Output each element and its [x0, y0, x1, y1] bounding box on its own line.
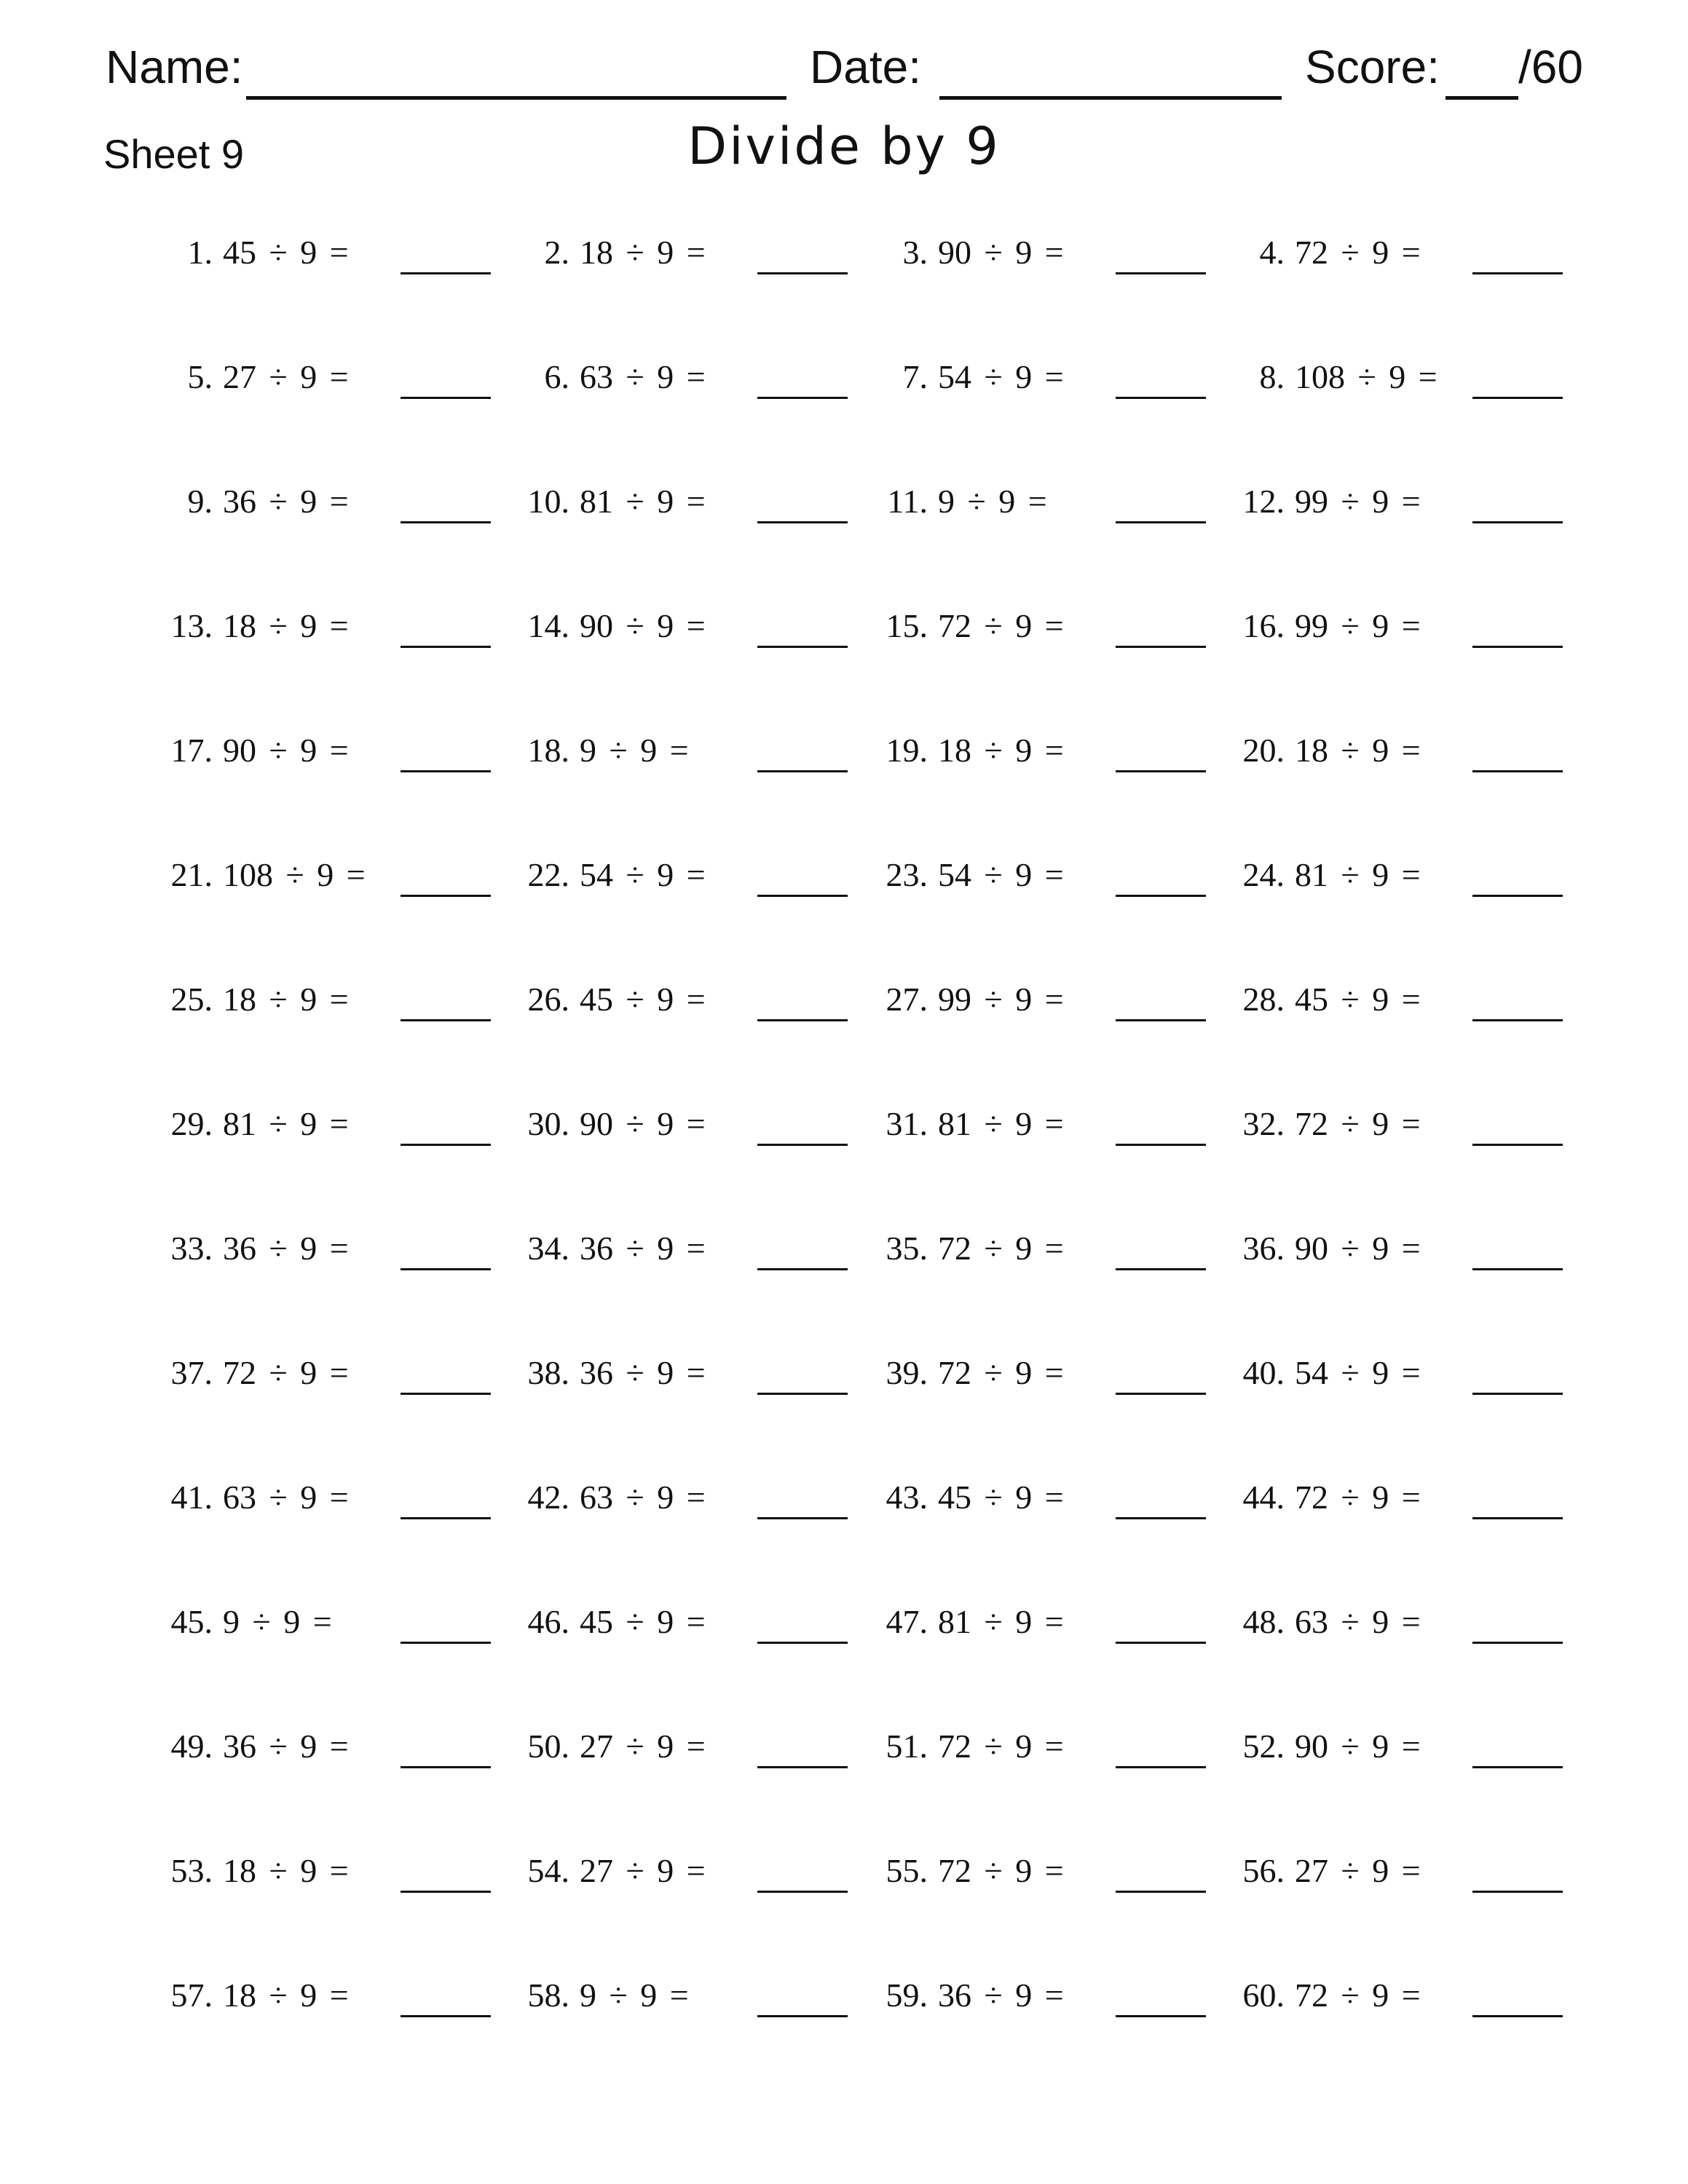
answer-blank[interactable]: [757, 521, 848, 523]
problem-expression: 9 ÷ 9 =: [223, 1603, 332, 1640]
answer-blank[interactable]: [1472, 1019, 1563, 1021]
problem-expression: 90 ÷ 9 =: [580, 607, 706, 644]
answer-blank[interactable]: [401, 1766, 491, 1768]
problem-item: [1242, 1844, 1567, 1895]
problem-item: [886, 848, 1210, 899]
problem-item: [527, 1097, 852, 1148]
problem-number: 24.: [1242, 856, 1285, 893]
problem-number: 58.: [527, 1977, 569, 2014]
problem-expression: 90 ÷ 9 =: [938, 234, 1064, 271]
problem-number: 11.: [887, 483, 928, 520]
problem-item: [527, 724, 852, 775]
problem-expression: 27 ÷ 9 =: [223, 358, 349, 395]
answer-blank[interactable]: [1116, 521, 1206, 523]
problem-item: [527, 1595, 852, 1646]
problem-item: [1254, 350, 1567, 401]
problem-number: 47.: [886, 1603, 928, 1640]
problem-expression: 27 ÷ 9 =: [580, 1852, 706, 1889]
problem-item: [897, 350, 1210, 401]
problem-expression: 72 ÷ 9 =: [223, 1354, 349, 1391]
problem-expression: 27 ÷ 9 =: [1295, 1852, 1421, 1889]
problem-expression: 9 ÷ 9 =: [938, 483, 1047, 520]
problem-item: [527, 1969, 852, 2019]
answer-blank[interactable]: [401, 1268, 491, 1270]
answer-blank[interactable]: [1472, 1393, 1563, 1395]
problem-expression: 18 ÷ 9 =: [1295, 732, 1421, 769]
answer-blank[interactable]: [401, 397, 491, 399]
problem-item: [1242, 599, 1567, 650]
problem-item: [886, 1222, 1210, 1273]
problem-expression: 99 ÷ 9 =: [1295, 607, 1421, 644]
answer-blank[interactable]: [757, 1393, 848, 1395]
problem-number: 54.: [527, 1852, 569, 1889]
problem-item: [1242, 1097, 1567, 1148]
problem-expression: 72 ÷ 9 =: [1295, 1105, 1421, 1142]
answer-blank[interactable]: [401, 521, 491, 523]
problem-item: [886, 1346, 1210, 1397]
problem-expression: 18 ÷ 9 =: [223, 1977, 349, 2014]
problem-item: [527, 848, 852, 899]
answer-blank[interactable]: [1116, 1393, 1206, 1395]
problem-number: 6.: [544, 358, 569, 395]
answer-blank[interactable]: [1116, 1268, 1206, 1270]
problem-item: [1242, 1969, 1567, 2019]
problem-item: [182, 226, 495, 277]
score-label: Score:: [1305, 41, 1440, 93]
problem-expression: 36 ÷ 9 =: [223, 1230, 349, 1267]
problem-expression: 18 ÷ 9 =: [223, 981, 349, 1018]
answer-blank[interactable]: [1116, 895, 1206, 897]
problem-item: [170, 1097, 495, 1148]
answer-blank[interactable]: [401, 272, 491, 274]
problem-expression: 63 ÷ 9 =: [580, 358, 706, 395]
problem-expression: 36 ÷ 9 =: [223, 1728, 349, 1765]
problem-number: 15.: [886, 607, 928, 644]
problem-number: 57.: [170, 1977, 213, 2014]
answer-blank[interactable]: [1472, 1642, 1563, 1644]
problem-number: 45.: [170, 1603, 213, 1640]
problem-item: [170, 1346, 495, 1397]
answer-blank[interactable]: [1116, 1144, 1206, 1146]
problem-expression: 81 ÷ 9 =: [580, 483, 706, 520]
problem-number: 4.: [1259, 234, 1285, 271]
problem-item: [1242, 724, 1567, 775]
problem-expression: 90 ÷ 9 =: [1295, 1728, 1421, 1765]
problem-expression: 54 ÷ 9 =: [938, 358, 1064, 395]
problem-number: 7.: [902, 358, 928, 395]
problem-item: [886, 1097, 1210, 1148]
problem-expression: 90 ÷ 9 =: [580, 1105, 706, 1142]
problem-item: [527, 1471, 852, 1522]
problem-expression: 90 ÷ 9 =: [223, 732, 349, 769]
problem-item: [527, 599, 852, 650]
problem-expression: 72 ÷ 9 =: [938, 607, 1064, 644]
problem-item: [527, 1720, 852, 1770]
answer-blank[interactable]: [1472, 1766, 1563, 1768]
problem-expression: 45 ÷ 9 =: [580, 981, 706, 1018]
answer-blank[interactable]: [757, 1144, 848, 1146]
answer-blank[interactable]: [1472, 1891, 1563, 1893]
answer-blank[interactable]: [401, 646, 491, 648]
problem-expression: 81 ÷ 9 =: [1295, 856, 1421, 893]
problem-expression: 45 ÷ 9 =: [580, 1603, 706, 1640]
problem-number: 31.: [886, 1105, 928, 1142]
problem-item: [886, 1595, 1210, 1646]
answer-blank[interactable]: [1472, 1517, 1563, 1519]
problem-number: 53.: [170, 1852, 213, 1889]
problem-number: 13.: [170, 607, 213, 644]
answer-blank[interactable]: [1472, 895, 1563, 897]
problem-number: 48.: [1242, 1603, 1285, 1640]
problem-number: 2.: [544, 234, 569, 271]
problem-number: 29.: [170, 1105, 213, 1142]
answer-blank[interactable]: [1116, 646, 1206, 648]
problem-item: [1242, 1346, 1567, 1397]
answer-blank[interactable]: [1116, 1019, 1206, 1021]
problem-number: 17.: [170, 732, 213, 769]
problem-item: [170, 1595, 495, 1646]
answer-blank[interactable]: [1116, 397, 1206, 399]
problem-expression: 18 ÷ 9 =: [223, 607, 349, 644]
problem-expression: 63 ÷ 9 =: [580, 1479, 706, 1516]
problem-number: 51.: [886, 1728, 928, 1765]
problem-item: [1242, 1595, 1567, 1646]
problem-expression: 72 ÷ 9 =: [938, 1728, 1064, 1765]
problem-expression: 63 ÷ 9 =: [223, 1479, 349, 1516]
answer-blank[interactable]: [401, 770, 491, 772]
problem-number: 3.: [902, 234, 928, 271]
problem-item: [170, 1844, 495, 1895]
answer-blank[interactable]: [757, 646, 848, 648]
problem-number: 21.: [170, 856, 213, 893]
problem-expression: 45 ÷ 9 =: [223, 234, 349, 271]
problem-item: [170, 848, 495, 899]
problem-item: [170, 1720, 495, 1770]
answer-blank[interactable]: [757, 272, 848, 274]
answer-blank[interactable]: [1472, 1144, 1563, 1146]
answer-blank[interactable]: [757, 1642, 848, 1644]
answer-blank[interactable]: [1472, 521, 1563, 523]
problem-number: 9.: [187, 483, 213, 520]
problem-item: [170, 973, 495, 1024]
answer-blank[interactable]: [757, 2015, 848, 2017]
problem-expression: 72 ÷ 9 =: [938, 1230, 1064, 1267]
problem-number: 20.: [1242, 732, 1285, 769]
answer-blank[interactable]: [1116, 770, 1206, 772]
problem-item: [527, 1222, 852, 1273]
problem-number: 16.: [1242, 607, 1285, 644]
problem-item: [886, 1844, 1210, 1895]
problem-item: [170, 1222, 495, 1273]
answer-blank[interactable]: [757, 397, 848, 399]
problem-expression: 18 ÷ 9 =: [223, 1852, 349, 1889]
answer-blank[interactable]: [1116, 1642, 1206, 1644]
problem-number: 41.: [170, 1479, 213, 1516]
problem-number: 25.: [170, 981, 213, 1018]
problem-number: 22.: [527, 856, 569, 893]
problem-number: 50.: [527, 1728, 569, 1765]
problem-number: 26.: [527, 981, 569, 1018]
problem-item: [1242, 1471, 1567, 1522]
answer-blank[interactable]: [1472, 646, 1563, 648]
answer-blank[interactable]: [401, 1393, 491, 1395]
problem-expression: 99 ÷ 9 =: [938, 981, 1064, 1018]
answer-blank[interactable]: [401, 1517, 491, 1519]
name-label: Name:: [106, 41, 243, 93]
problem-item: [886, 1471, 1210, 1522]
problem-number: 28.: [1242, 981, 1285, 1018]
problem-expression: 27 ÷ 9 =: [580, 1728, 706, 1765]
problem-item: [527, 1844, 852, 1895]
answer-blank[interactable]: [401, 1144, 491, 1146]
problem-number: 44.: [1242, 1479, 1285, 1516]
problem-number: 46.: [527, 1603, 569, 1640]
problem-number: 43.: [886, 1479, 928, 1516]
sheet-label: Sheet 9: [103, 131, 245, 177]
problem-expression: 63 ÷ 9 =: [1295, 1603, 1421, 1640]
problem-number: 49.: [170, 1728, 213, 1765]
problem-expression: 45 ÷ 9 =: [938, 1479, 1064, 1516]
problem-item: [527, 1346, 852, 1397]
answer-blank[interactable]: [1116, 1891, 1206, 1893]
answer-blank[interactable]: [757, 895, 848, 897]
problem-item: [887, 475, 1210, 526]
problem-number: 37.: [170, 1354, 213, 1391]
problem-expression: 36 ÷ 9 =: [938, 1977, 1064, 2014]
answer-blank[interactable]: [1116, 272, 1206, 274]
problem-item: [886, 599, 1210, 650]
problem-number: 39.: [886, 1354, 928, 1391]
answer-blank[interactable]: [757, 1268, 848, 1270]
problem-number: 12.: [1242, 483, 1285, 520]
answer-blank[interactable]: [1116, 1766, 1206, 1768]
problem-item: [170, 1471, 495, 1522]
problem-item: [1242, 973, 1567, 1024]
problem-expression: 9 ÷ 9 =: [580, 1977, 689, 2014]
answer-blank[interactable]: [757, 1891, 848, 1893]
answer-blank[interactable]: [1472, 397, 1563, 399]
problem-item: [1254, 226, 1567, 277]
answer-blank[interactable]: [401, 1891, 491, 1893]
problem-item: [1242, 1222, 1567, 1273]
problem-expression: 90 ÷ 9 =: [1295, 1230, 1421, 1267]
problem-expression: 81 ÷ 9 =: [223, 1105, 349, 1142]
answer-blank[interactable]: [1116, 1517, 1206, 1519]
problem-number: 56.: [1242, 1852, 1285, 1889]
problem-expression: 81 ÷ 9 =: [938, 1105, 1064, 1142]
problem-item: [1242, 1720, 1567, 1770]
problem-item: [170, 599, 495, 650]
problem-expression: 54 ÷ 9 =: [938, 856, 1064, 893]
problem-item: [886, 1720, 1210, 1770]
answer-blank[interactable]: [757, 770, 848, 772]
problem-expression: 36 ÷ 9 =: [223, 483, 349, 520]
answer-blank[interactable]: [401, 1642, 491, 1644]
answer-blank[interactable]: [401, 895, 491, 897]
problem-item: [182, 475, 495, 526]
problem-number: 18.: [527, 732, 569, 769]
problem-expression: 72 ÷ 9 =: [1295, 234, 1421, 271]
problem-item: [170, 724, 495, 775]
answer-blank[interactable]: [1116, 2015, 1206, 2017]
problem-expression: 18 ÷ 9 =: [938, 732, 1064, 769]
problem-expression: 99 ÷ 9 =: [1295, 483, 1421, 520]
problem-item: [886, 724, 1210, 775]
problem-expression: 54 ÷ 9 =: [580, 856, 706, 893]
answer-blank[interactable]: [757, 1766, 848, 1768]
problem-number: 36.: [1242, 1230, 1285, 1267]
problem-number: 59.: [886, 1977, 928, 2014]
problem-number: 19.: [886, 732, 928, 769]
problem-number: 32.: [1242, 1105, 1285, 1142]
problem-expression: 36 ÷ 9 =: [580, 1354, 706, 1391]
answer-blank[interactable]: [757, 1517, 848, 1519]
problem-number: 10.: [527, 483, 569, 520]
problem-number: 42.: [527, 1479, 569, 1516]
problem-expression: 54 ÷ 9 =: [1295, 1354, 1421, 1391]
answer-blank[interactable]: [1472, 770, 1563, 772]
problem-expression: 72 ÷ 9 =: [1295, 1977, 1421, 2014]
problem-number: 34.: [527, 1230, 569, 1267]
problem-number: 55.: [886, 1852, 928, 1889]
problem-item: [886, 1969, 1210, 2019]
problem-number: 14.: [527, 607, 569, 644]
problem-expression: 108 ÷ 9 =: [223, 856, 366, 893]
problem-number: 52.: [1242, 1728, 1285, 1765]
answer-blank[interactable]: [401, 1019, 491, 1021]
problem-item: [182, 350, 495, 401]
date-label: Date:: [810, 41, 921, 93]
problem-item: [1242, 848, 1567, 899]
answer-blank[interactable]: [1472, 1268, 1563, 1270]
problem-number: 38.: [527, 1354, 569, 1391]
problem-number: 1.: [187, 234, 213, 271]
problem-item: [539, 226, 852, 277]
problem-expression: 9 ÷ 9 =: [580, 732, 689, 769]
page-title: Divide by 9: [687, 116, 1001, 176]
problem-number: 35.: [886, 1230, 928, 1267]
problem-expression: 72 ÷ 9 =: [938, 1852, 1064, 1889]
problem-item: [897, 226, 1210, 277]
problem-number: 60.: [1242, 1977, 1285, 2014]
score-total: /60: [1518, 41, 1583, 93]
problem-item: [886, 973, 1210, 1024]
problem-number: 33.: [170, 1230, 213, 1267]
problem-expression: 18 ÷ 9 =: [580, 234, 706, 271]
problem-item: [1242, 475, 1567, 526]
problem-expression: 72 ÷ 9 =: [938, 1354, 1064, 1391]
problem-number: 40.: [1242, 1354, 1285, 1391]
problem-expression: 45 ÷ 9 =: [1295, 981, 1421, 1018]
problem-item: [527, 475, 852, 526]
problem-number: 5.: [187, 358, 213, 395]
problem-number: 27.: [886, 981, 928, 1018]
answer-blank[interactable]: [1472, 2015, 1563, 2017]
answer-blank[interactable]: [757, 1019, 848, 1021]
problem-number: 23.: [886, 856, 928, 893]
problem-item: [527, 973, 852, 1024]
problem-item: [539, 350, 852, 401]
answer-blank[interactable]: [401, 2015, 491, 2017]
problem-expression: 108 ÷ 9 =: [1295, 358, 1437, 395]
problem-number: 8.: [1259, 358, 1285, 395]
problem-expression: 36 ÷ 9 =: [580, 1230, 706, 1267]
problem-item: [170, 1969, 495, 2019]
problem-expression: 72 ÷ 9 =: [1295, 1479, 1421, 1516]
problem-expression: 81 ÷ 9 =: [938, 1603, 1064, 1640]
answer-blank[interactable]: [1472, 272, 1563, 274]
problem-number: 30.: [527, 1105, 569, 1142]
